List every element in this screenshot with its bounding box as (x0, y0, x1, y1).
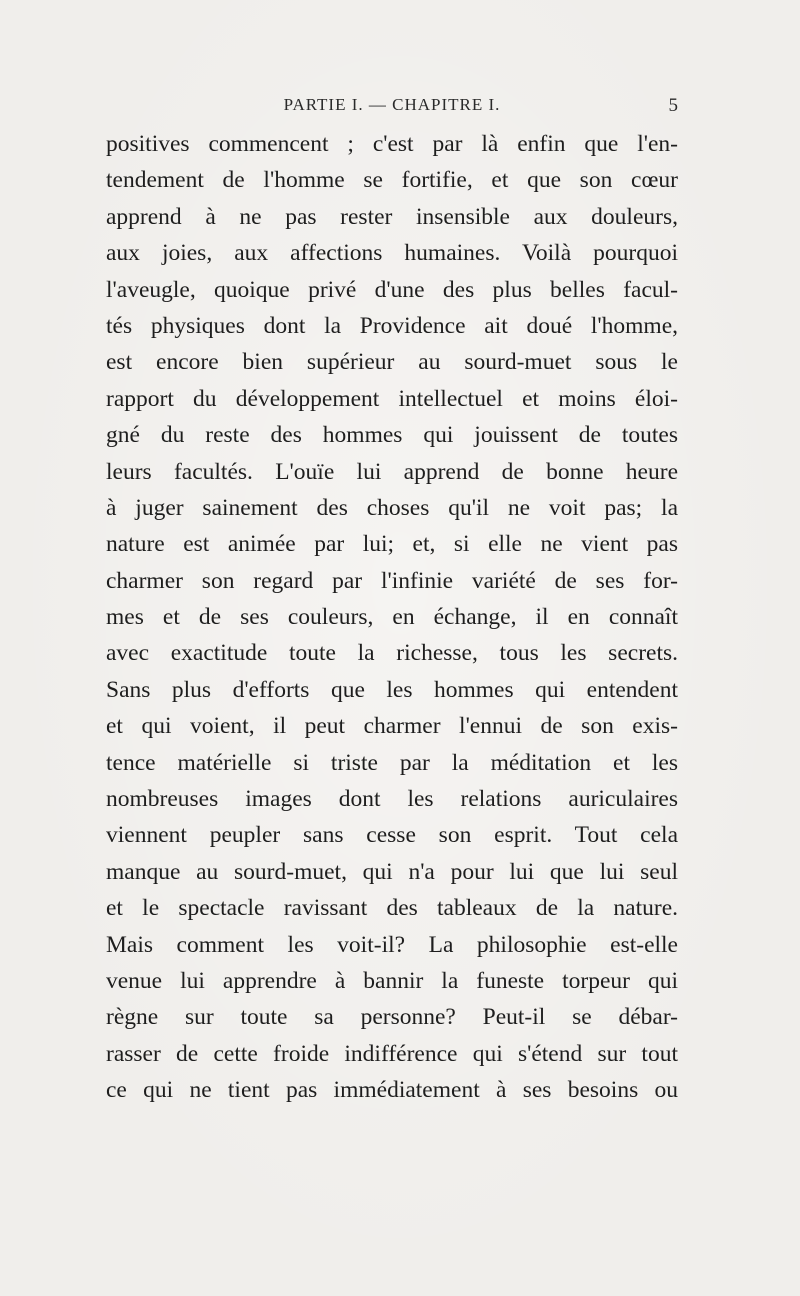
text-line: Mais comment les voit-il? La philosophie est-elle (106, 931, 678, 958)
text-line: règne sur toute sa personne? Peut-il se débar- (106, 1004, 678, 1031)
running-head (106, 95, 678, 125)
text-line: manque au sourd-muet, qui n'a pour lui que lui seul (106, 858, 678, 885)
text-line: tés physiques dont la Providence ait doué l'homme, (106, 312, 678, 339)
body-text (106, 126, 678, 1109)
text-line: viennent peupler sans cesse son esprit. Tout cela (106, 822, 678, 849)
text-line: Sans plus d'efforts que les hommes qui entendent (106, 676, 678, 703)
text-line: tendement de l'homme se fortifie, et que son cœur (106, 167, 678, 194)
text-line: et le spectacle ravissant des tableaux de la nature. (106, 895, 678, 922)
text-line: leurs facultés. L'ouïe lui apprend de bonne heure (106, 458, 678, 485)
text-line: venue lui apprendre à bannir la funeste torpeur qui (106, 967, 678, 994)
text-line: rasser de cette froide indifférence qui s'étend sur tout (106, 1040, 678, 1067)
text-line: mes et de ses couleurs, en échange, il en connaît (106, 604, 678, 631)
page-number: 5 (668, 95, 678, 116)
text-line: aux joies, aux affections humaines. Voilà pourquoi (106, 240, 678, 267)
text-line: charmer son regard par l'infinie variété de ses for- (106, 567, 678, 594)
text-line: rapport du développement intellectuel et moins éloi- (106, 385, 678, 412)
text-line: nombreuses images dont les relations auriculaires (106, 786, 678, 813)
text-line: est encore bien supérieur au sourd-muet sous le (106, 349, 678, 376)
text-line: nature est animée par lui; et, si elle ne vient pas (106, 531, 678, 558)
text-line: tence matérielle si triste par la méditation et les (106, 749, 678, 776)
text-line: gné du reste des hommes qui jouissent de toutes (106, 422, 678, 449)
text-line: avec exactitude toute la richesse, tous les secrets. (106, 640, 678, 667)
text-line: positives commencent ; c'est par là enfin que l'en- (106, 131, 678, 157)
running-title: PARTIE I. — CHAPITRE I. (283, 95, 501, 114)
text-line: ce qui ne tient pas immédiatement à ses besoins ou (106, 1077, 678, 1104)
text-line: apprend à ne pas rester insensible aux douleurs, (106, 203, 678, 230)
text-line: l'aveugle, quoique privé d'une des plus belles facul- (106, 276, 678, 303)
text-line: à juger sainement des choses qu'il ne voit pas; la (106, 494, 678, 521)
text-line: et qui voient, il peut charmer l'ennui de son exis- (106, 713, 678, 740)
